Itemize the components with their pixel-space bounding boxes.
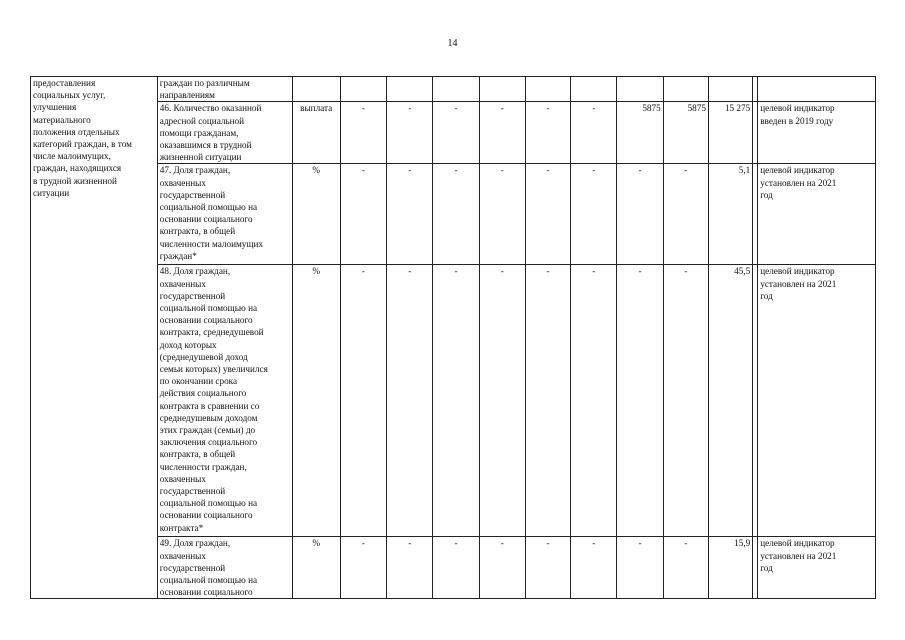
value-cell: 5875 [663,102,708,164]
value-cell: 5,1 [708,164,752,265]
value-cell: 45,5 [708,265,752,537]
indicator-cell: 49. Доля граждан, охваченных государственной социальной помощью на основании социального [157,537,292,599]
value-cell: - [340,537,386,599]
unit-cell [292,77,340,102]
value-cell: - [479,164,525,265]
indicator-cell: граждан по различным направлениям [157,77,292,102]
note-cell: целевой индикатор установлен на 2021 год [758,537,876,599]
value-cell: - [571,102,617,164]
value-cell: - [340,164,386,265]
value-cell: - [571,537,617,599]
value-cell [708,77,752,102]
indicators-table [30,76,876,599]
unit-cell: % [292,164,340,265]
value-cell: - [433,265,479,537]
table-row [31,102,876,164]
table-row [31,537,876,599]
unit-cell: выплата [292,102,340,164]
value-cell: - [525,164,570,265]
goal-cell [31,77,158,599]
value-cell [340,77,386,102]
table-row [31,77,876,102]
note-cell: целевой индикатор установлен на 2021 год [758,265,876,537]
value-cell: - [663,265,708,537]
indicator-cell: 48. Доля граждан, охваченных государственной социальной помощью на основании социального контракта, среднедушевой доход которых (среднедушевой доход семьи которых) увеличился по окончании срока действия социального контракта в сравнении со среднедушевым доходом этих граждан (семьи) до заключения социального контракта, в общей численности граждан, охваченных государственной социальной помощью на основании социального контракта* [157,265,292,537]
value-cell: - [663,537,708,599]
value-cell: - [525,537,570,599]
value-cell: 15,9 [708,537,752,599]
value-cell: - [525,102,570,164]
value-cell: - [340,265,386,537]
page-number: 14 [447,38,458,49]
value-cell [617,77,663,102]
goal-text: предоставления социальных услуг, улучшения материального положения отдельных категорий граждан, в том числе малоимущих, граждан, находящихся в трудной жизненной ситуации [33,78,132,198]
value-cell: - [479,537,525,599]
value-cell: - [387,265,433,537]
note-cell: целевой индикатор установлен на 2021 год [758,164,876,265]
value-cell: - [617,537,663,599]
value-cell: - [617,164,663,265]
table-row [31,265,876,537]
value-cell: - [387,164,433,265]
unit-cell: % [292,537,340,599]
value-cell [571,77,617,102]
value-cell: - [663,164,708,265]
unit-cell: % [292,265,340,537]
value-cell: - [433,164,479,265]
value-cell: - [340,102,386,164]
value-cell: - [433,102,479,164]
value-cell: - [525,265,570,537]
value-cell: - [433,537,479,599]
value-cell: - [479,102,525,164]
value-cell [433,77,479,102]
value-cell: - [571,265,617,537]
value-cell [387,77,433,102]
indicator-cell: 47. Доля граждан, охваченных государственной социальной помощью на основании социального контракта, в общей численности малоимущих граждан* [157,164,292,265]
value-cell: 5875 [617,102,663,164]
value-cell: - [571,164,617,265]
note-cell [758,77,876,102]
value-cell: - [387,537,433,599]
value-cell [479,77,525,102]
indicator-cell: 46. Количество оказанной адресной социальной помощи гражданам, оказавшимся в трудной жизненной ситуации [157,102,292,164]
note-cell: целевой индикатор введен в 2019 году [758,102,876,164]
table-row [31,164,876,265]
value-cell: 15 275 [708,102,752,164]
value-cell: - [479,265,525,537]
value-cell [663,77,708,102]
value-cell [525,77,570,102]
value-cell: - [387,102,433,164]
value-cell: - [617,265,663,537]
